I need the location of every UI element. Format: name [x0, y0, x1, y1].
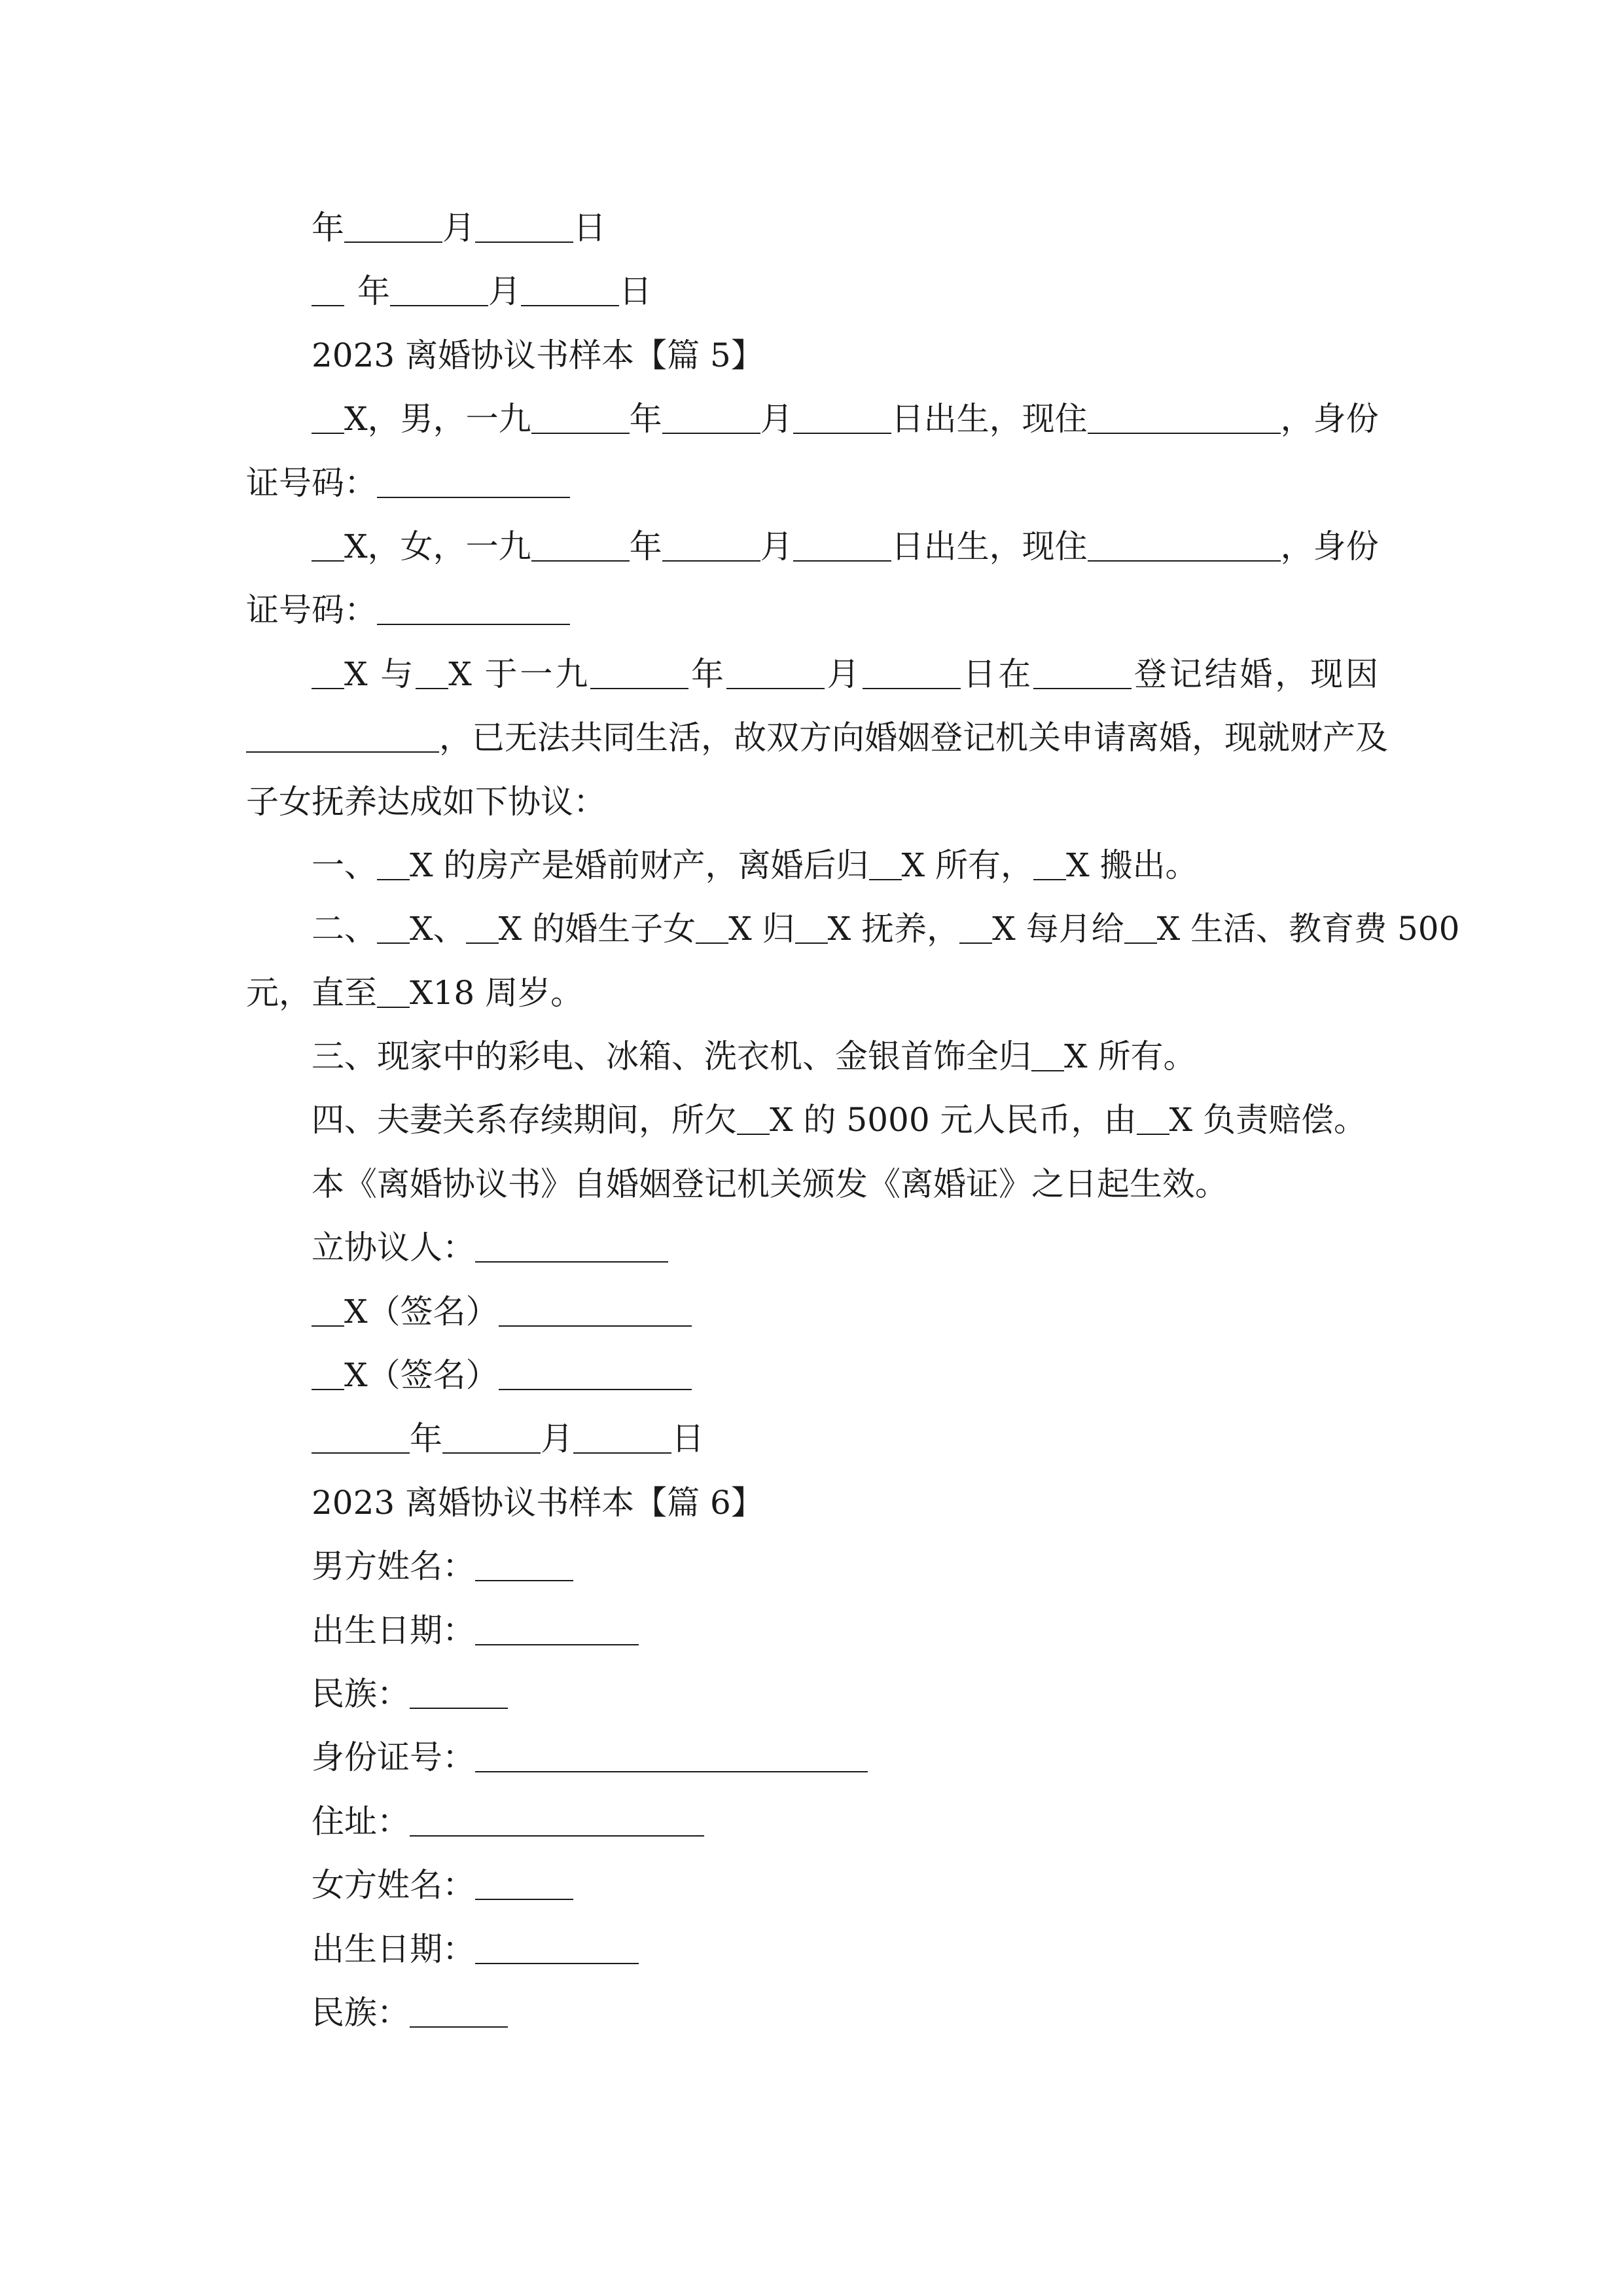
blank-name	[1031, 1037, 1064, 1071]
blank-name	[1124, 910, 1157, 944]
clause-number: 一、	[312, 846, 377, 884]
blank-month	[662, 528, 760, 562]
clause-text: 子女抚养达成如下协议：	[246, 782, 606, 821]
id-label-start: ，身份	[1280, 400, 1379, 439]
clause-text: X18 周岁。	[410, 973, 584, 1012]
field-label: 出生日期：	[312, 1611, 475, 1649]
blank-month	[442, 1420, 541, 1454]
blank-day	[573, 1420, 671, 1454]
clause-text: X 所有，	[901, 846, 1033, 884]
blank-name	[466, 910, 499, 944]
id-number-line	[246, 579, 1378, 642]
blank-field	[475, 1930, 639, 1964]
party-text: X，女，一九	[344, 527, 531, 565]
party-male-line	[246, 387, 1378, 451]
clause-text: 四、夫妻关系存续期间，所欠	[312, 1101, 737, 1139]
blank-name	[959, 910, 992, 944]
field-label: 住址：	[312, 1802, 410, 1840]
blank-day	[475, 209, 573, 243]
clause-two-cont	[246, 961, 1378, 1025]
blank-year	[590, 655, 688, 689]
signature-line	[246, 1280, 1378, 1344]
clause-four	[246, 1088, 1378, 1152]
blank-month	[662, 400, 760, 434]
blank-year	[343, 274, 357, 306]
date-month-label: 月	[541, 1420, 573, 1458]
section-heading-5	[246, 324, 1378, 387]
month-label: 月	[824, 655, 863, 693]
blank-place	[1033, 655, 1132, 689]
blank-signatories	[475, 1229, 668, 1263]
field-label: 民族：	[312, 1674, 410, 1713]
clause-text: X 负责赔偿。	[1169, 1101, 1367, 1139]
date-year-label: 年	[357, 272, 390, 311]
blank-day	[793, 528, 891, 562]
blank-signature	[499, 1356, 692, 1390]
blank-address	[1088, 528, 1281, 562]
male-birthdate-field	[246, 1599, 1378, 1662]
field-label: 出生日期：	[312, 1929, 475, 1968]
heading-text: 2023 离婚协议书样本【篇 6】	[312, 1483, 764, 1522]
male-ethnicity-field	[246, 1662, 1378, 1726]
birth-address-label: 日出生，现住	[891, 527, 1088, 565]
id-number-label: 证号码：	[246, 463, 377, 502]
blank-name	[312, 1293, 344, 1327]
year-label: 年	[629, 527, 662, 565]
section-heading-6	[246, 1471, 1378, 1535]
blank-name	[312, 655, 344, 689]
marriage-registration-line	[246, 643, 1378, 706]
clause-text: 元，直至	[246, 973, 377, 1012]
clause-text: X 归	[728, 910, 795, 948]
blank-day	[863, 655, 961, 689]
date-day-label: 日	[671, 1420, 704, 1458]
clause-text: X 搬出。	[1066, 846, 1198, 884]
clause-text: 本《离婚协议书》自婚姻登记机关颁发《离婚证》之日起生效。	[312, 1164, 1228, 1203]
year-label: 年	[629, 400, 662, 439]
document-body	[246, 196, 1460, 2045]
female-ethnicity-field	[246, 1981, 1378, 2045]
date-month-label: 月	[488, 272, 521, 311]
birth-address-label: 日出生，现住	[891, 400, 1088, 439]
clause-number: 二、	[312, 910, 377, 948]
blank-name	[1137, 1101, 1169, 1135]
blank-year	[531, 528, 630, 562]
blank-day	[793, 400, 891, 434]
id-label-start: ，身份	[1280, 527, 1379, 565]
blank-name	[312, 400, 344, 434]
male-name-field	[246, 1535, 1378, 1598]
party-text: X，男，一九	[344, 400, 531, 439]
blank-field	[475, 1611, 639, 1645]
blank-name	[377, 846, 410, 880]
effective-clause	[246, 1153, 1378, 1216]
clause-one	[246, 834, 1378, 897]
blank-name	[869, 846, 902, 880]
female-birthdate-field	[246, 1918, 1378, 1981]
date-day-label: 日	[619, 272, 652, 311]
blank-field	[410, 1803, 704, 1837]
heading-text: 2023 离婚协议书样本【篇 5】	[312, 336, 764, 374]
clause-text: 登记结婚，现因	[1132, 655, 1379, 693]
blank-month	[344, 209, 442, 243]
signature-label: X（签名）	[344, 1356, 499, 1395]
id-number-label: 证号码：	[246, 591, 377, 630]
blank-day	[521, 272, 619, 306]
field-label: 男方姓名：	[312, 1547, 475, 1586]
clause-three	[246, 1025, 1378, 1088]
clause-text: X 生活、教育费 500	[1156, 910, 1460, 948]
blank-name	[416, 655, 448, 689]
date-day-label: 日	[573, 209, 606, 247]
date-line	[246, 196, 1378, 260]
clause-text: 三、现家中的彩电、冰箱、洗衣机、金银首饰全归	[312, 1037, 1031, 1076]
month-label: 月	[760, 400, 793, 439]
date-line	[246, 260, 1378, 323]
field-label: 女方姓名：	[312, 1866, 475, 1905]
blank-year	[312, 272, 344, 306]
date-year-label: 年	[312, 209, 344, 247]
blank-field	[475, 1866, 573, 1900]
date-line	[246, 1407, 1378, 1471]
blank-name	[696, 910, 728, 944]
blank-address	[1088, 400, 1281, 434]
male-id-field	[246, 1726, 1378, 1789]
clause-text: X 的婚生子女	[498, 910, 696, 948]
clause-text: ，已无法共同生活，故双方向婚姻登记机关申请离婚，现就财产及	[439, 719, 1388, 757]
date-month-label: 月	[442, 209, 475, 247]
clause-text: X 每月给	[992, 910, 1124, 948]
clause-text: X 与	[344, 655, 416, 693]
clause-text: 日在	[960, 655, 1034, 693]
field-label: 民族：	[312, 1993, 410, 2032]
blank-name	[312, 1356, 344, 1390]
blank-name	[1033, 846, 1066, 880]
female-name-field	[246, 1854, 1378, 1917]
blank-field	[410, 1994, 508, 2028]
male-address-field	[246, 1790, 1378, 1854]
clause-text: X 的房产是婚前财产，离婚后归	[410, 846, 869, 884]
blank-signature	[499, 1293, 692, 1327]
blank-month	[726, 655, 825, 689]
signature-label: X（签名）	[344, 1292, 499, 1331]
blank-month	[390, 272, 488, 306]
clause-text: X、	[410, 910, 466, 948]
month-label: 月	[760, 527, 793, 565]
blank-field	[475, 1547, 573, 1581]
blank-field	[410, 1675, 508, 1709]
year-label: 年	[688, 655, 726, 693]
clause-text: X 抚养，	[827, 910, 960, 948]
blank-year	[312, 1420, 410, 1454]
signatories-label: 立协议人：	[312, 1229, 475, 1267]
blank-field	[475, 1738, 868, 1772]
clause-two	[246, 897, 1460, 961]
clause-text: X 于一九	[448, 655, 591, 693]
blank-year	[531, 400, 630, 434]
blank-id-number	[377, 591, 570, 625]
party-female-line	[246, 515, 1378, 579]
field-label: 身份证号：	[312, 1738, 475, 1777]
signature-line	[246, 1344, 1378, 1407]
clause-text: X 的 5000 元人民币，由	[770, 1101, 1137, 1139]
agreement-intro-line	[246, 770, 1378, 834]
blank-name	[312, 528, 344, 562]
date-year-label: 年	[410, 1420, 442, 1458]
blank-name	[795, 910, 828, 944]
blank-reason	[246, 719, 439, 753]
signatories-line	[246, 1216, 1378, 1280]
blank-name	[377, 910, 410, 944]
clause-text: X 所有。	[1064, 1037, 1196, 1076]
id-number-line	[246, 452, 1378, 515]
blank-name	[377, 974, 410, 1008]
blank-id-number	[377, 464, 570, 498]
blank-name	[737, 1101, 770, 1135]
divorce-reason-line	[246, 706, 1388, 770]
